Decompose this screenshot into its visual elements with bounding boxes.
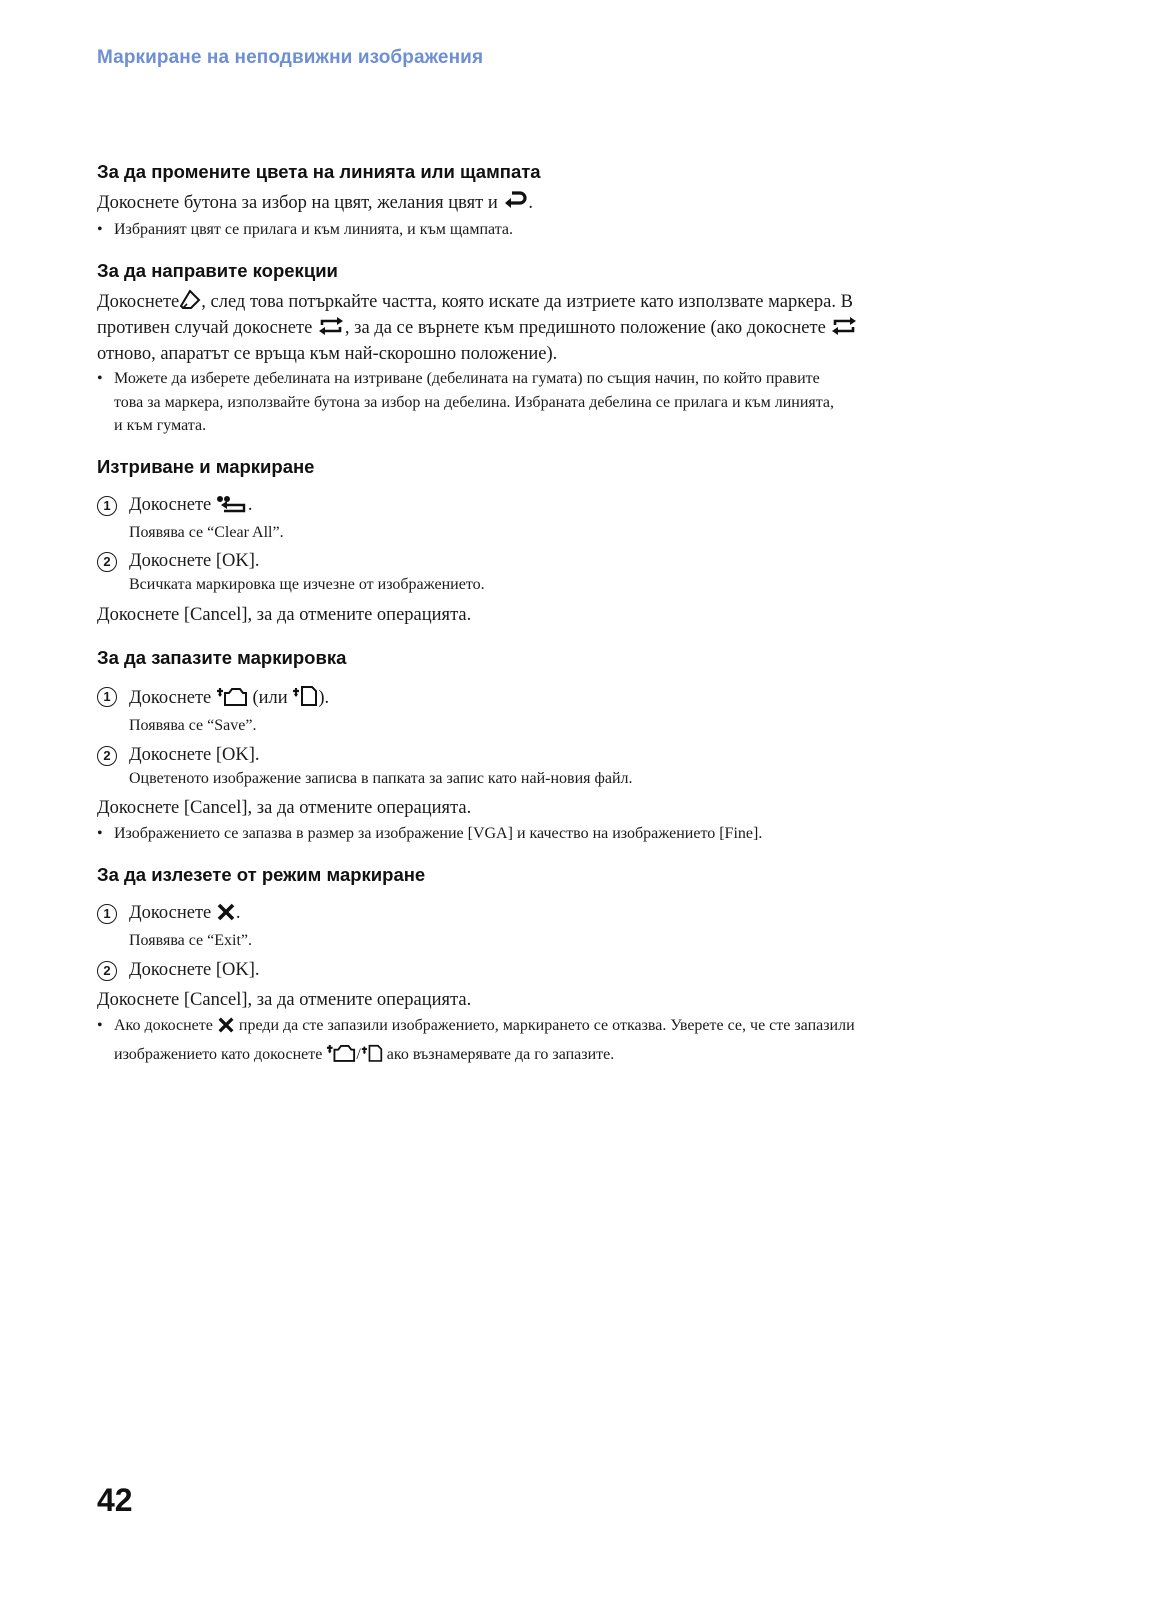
corrections-note: [97, 367, 1040, 438]
color-instruction: Докоснете бутона за избор на цвят, желания цвят и .: [97, 190, 1057, 220]
exit-step-2: [97, 957, 1089, 983]
corrections-note-line: това за маркера, използвайте бутона за избор на дебелина. Избраната дебелина се прилага и към линията,: [114, 393, 835, 411]
running-header: Маркиране на неподвижни изображения: [97, 47, 484, 68]
save-memory-icon: [292, 683, 318, 715]
save-camera-icon: [326, 1042, 356, 1071]
clear-step-2-result: Всичката маркировка ще изчезне от изображението.: [129, 576, 485, 593]
return-arrow-icon: [502, 190, 528, 220]
page-number: 42: [97, 1482, 133, 1518]
corrections-note-line: и към гумата.: [114, 417, 207, 434]
save-memory-icon: [361, 1042, 383, 1071]
save-step-1-result: Появява се “Save”.: [129, 717, 257, 734]
exit-cancel: Докоснете [Cancel], за да отмените операцията.: [97, 990, 472, 1010]
save-step-2-result: Оцветеното изображение записва в папката за запис като най-новия файл.: [129, 770, 633, 787]
step-number: 1: [97, 687, 117, 707]
clear-all-icon: [216, 494, 248, 522]
color-note: • Избраният цвят се прилага и към линията, и към щампата.: [97, 218, 1057, 242]
step-number: 1: [97, 496, 117, 516]
step-number: 2: [97, 961, 117, 981]
close-x-icon: [216, 902, 236, 930]
save-step-2: [97, 742, 1089, 790]
clear-step-2-text: Докоснете [OK].: [129, 551, 260, 571]
exit-note: [97, 1014, 1040, 1070]
heading-corrections: За да направите корекции: [97, 260, 338, 281]
exit-step-1-result: Появява се “Exit”.: [129, 932, 253, 949]
heading-save: За да запазите маркировка: [97, 647, 347, 668]
heading-exit: За да излезете от режим маркиране: [97, 864, 426, 885]
step-number: 2: [97, 746, 117, 766]
clear-step-1-result: Появява се “Clear All”.: [129, 524, 284, 541]
exit-step-1: 1 Докоснете . Появява се “Exit”.: [97, 900, 1089, 952]
save-cancel: Докоснете [Cancel], за да отмените операцията.: [97, 798, 472, 818]
exit-note-line: • Ако докоснете преди да сте запазили изображението, маркирането се отказва. Уверете се, че сте запазили: [97, 1014, 1040, 1042]
clear-step-2: [97, 548, 1089, 596]
save-camera-icon: [216, 685, 248, 715]
corrections-line1: Докоснете , след това потъркайте частта, която искате да изтриете като използвате маркера. В: [97, 289, 1057, 319]
heading-change-color: За да промените цвета на линията или щампата: [97, 161, 541, 182]
exit-note-line: изображението като докоснете / ако възнамерявате да го запазите.: [97, 1042, 1040, 1071]
heading-clear: Изтриване и маркиране: [97, 456, 315, 477]
clear-cancel: Докоснете [Cancel], за да отмените операцията.: [97, 605, 472, 625]
save-step-1: 1 Докоснете (или ). Появява се “Save”.: [97, 683, 1089, 737]
corrections-line3: отново, апаратът се връща към най-скорошно положение).: [97, 344, 558, 364]
corrections-line2: противен случай докоснете , за да се върнете към предишното положение (ако докоснете: [97, 315, 1057, 345]
save-step-2-text: Докоснете [OK].: [129, 745, 260, 765]
corrections-note-line: • Можете да изберете дебелината на изтриване (дебелината на гумата) по същия начин, по който правите: [97, 367, 1040, 391]
close-x-icon: [217, 1016, 235, 1042]
step-number: 1: [97, 904, 117, 924]
step-number: 2: [97, 552, 117, 572]
clear-step-1: 1 Докоснете . Появява се “Clear All”.: [97, 492, 1089, 544]
exit-step-2-text: Докоснете [OK].: [129, 960, 260, 980]
save-note: • Изображението се запазва в размер за изображение [VGA] и качество на изображението [Fine].: [97, 822, 1057, 846]
